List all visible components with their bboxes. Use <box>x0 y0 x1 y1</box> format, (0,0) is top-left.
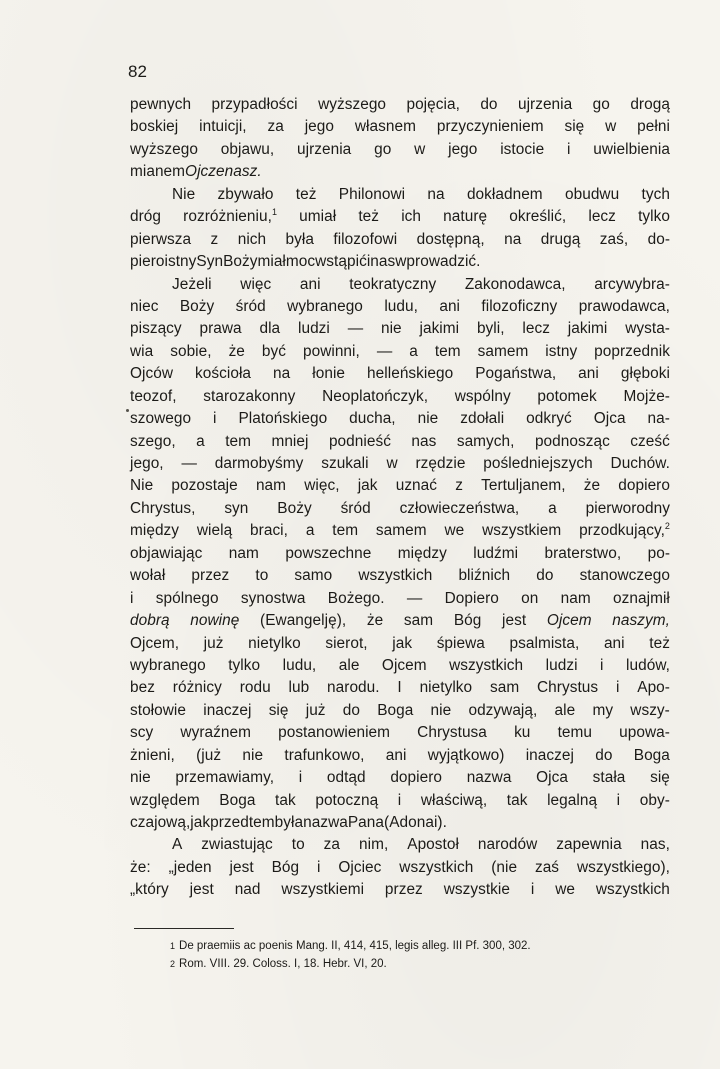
text-line: wybranego tylko ludu, ale Ojcem wszystkich ludzi i ludów, <box>130 656 670 674</box>
footnote-mark: 1 <box>170 941 176 951</box>
body-text <box>130 94 670 902</box>
ink-speck <box>126 409 129 412</box>
text-line: i spólnego synostwa Bożego. — Dopiero on nam oznajmił <box>130 589 670 607</box>
text-line: niec Boży śród wybranego ludu, ani filozoficzny prawodawca, <box>130 297 670 315</box>
text-line: stołowie inaczej się już do Boga nie odzywają, ale my wszy- <box>130 701 670 719</box>
text-line: dróg rozróżnieniu,$^1$ umiał też ich naturę określić, lecz tylko <box>130 207 670 226</box>
text-line: wyższego objawu, ujrzenia go w jego istocie i uwielbienia <box>130 140 670 158</box>
text-line: że: „jeden jest Bóg i Ojciec wszystkich (nie zaś wszystkiego), <box>130 858 670 876</box>
footnote-text: Rom. VIII. 29. Coloss. I, 18. Hebr. VI, 20. <box>179 958 387 970</box>
text-line: nie przemawiamy, i odtąd dopiero nazwa Ojca stała się <box>130 769 670 787</box>
text-line: czajową, jak przedtem była nazwa Pana (Adonai). <box>130 814 447 831</box>
text-line: Ojców kościoła na łonie helleńskiego Pogaństwa, ani głęboki <box>130 365 670 383</box>
text-line: mianem Ojcze nasz. <box>130 163 262 181</box>
text-line: boskiej intuicji, za jego własnem przyczynieniem się w pełni <box>130 118 670 136</box>
footnote-rule <box>134 928 234 929</box>
text-line: Ojcem, już nietylko sierot, jak śpiewa psalmista, ani też <box>130 634 670 652</box>
text-line: między wielą braci, a tem samem we wszystkiem przodkujący,$^2$ <box>130 521 670 540</box>
text-line: Nie zbywało też Philonowi na dokładnem obudwu tych <box>172 185 670 203</box>
page-number: 82 <box>128 62 147 81</box>
text-line: żnieni, (już nie trafunkowo, ani wyjątkowo) inaczej do Boga <box>130 746 670 764</box>
footnote-reference[interactable]: 1 <box>271 207 277 218</box>
footnote-mark: 2 <box>170 959 176 969</box>
text-line: pewnych przypadłości wyższego pojęcia, do ujrzenia go drogą <box>130 96 670 113</box>
text-line: objawiając nam powszechne między ludźmi braterstwo, po- <box>130 544 670 562</box>
text-line: „który jest nad wszystkiemi przez wszystkie i we wszystkich <box>130 881 670 899</box>
text-line: bez różnicy rodu lub narodu. I nietylko sam Chrystus i Apo- <box>130 679 670 697</box>
footnote <box>170 955 670 973</box>
text-line: szego, a tem mniej podnieść nas samych, podnosząc cześć <box>130 432 670 450</box>
text-line: względem Boga tak potoczną i właściwą, tak legalną i oby- <box>130 791 670 809</box>
text-line: dobrą nowinę (Ewangelję), że sam Bóg jest Ojcem naszym, <box>130 612 670 630</box>
footnotes <box>170 937 670 973</box>
text-line: Chrystus, syn Boży śród człowieczeństwa, a pierworodny <box>130 499 670 517</box>
footnote <box>170 937 670 955</box>
text-line: Jeżeli więc ani teokratyczny Zakonodawca, arcywybra- <box>172 275 670 293</box>
text-line: pierwsza z nich była filozofowi dostępną, na drugą zaś, do- <box>130 230 670 248</box>
text-line: teozof, starozakonny Neoplatończyk, wspólny potomek Mojże- <box>130 387 670 405</box>
footnote-text: De praemiis ac poenis Mang. II, 414, 415, legis alleg. III Pf. 300, 302. <box>179 940 531 952</box>
text-line: piszący prawa dla ludzi — nie jakimi byli, lecz jakimi wysta- <box>130 320 670 338</box>
footnote-reference[interactable]: 2 <box>664 521 670 532</box>
text-line: piero istny Syn Boży miał moc wstąpić i nas wprowadzić. <box>130 253 481 271</box>
text-line: wołał przez to samo wszystkich bliźnich do stanowczego <box>130 567 670 585</box>
text-line: Nie pozostaje nam więc, jak uznać z Tertuljanem, że dopiero <box>130 477 670 495</box>
text-line: szowego i Platońskiego ducha, nie zdołali odkryć Ojca na- <box>130 410 670 428</box>
text-line: scy wyraźnem postanowieniem Chrystusa ku temu upowa- <box>130 724 670 742</box>
text-line: jego, — darmobyśmy szukali w rzędzie pośledniejszych Duchów. <box>130 455 670 472</box>
text-line: A zwiastując to za nim, Apostoł narodów zapewnia nas, <box>172 836 670 854</box>
text-line: wia sobie, że być powinni, — a tem samem istny poprzednik <box>130 342 670 360</box>
